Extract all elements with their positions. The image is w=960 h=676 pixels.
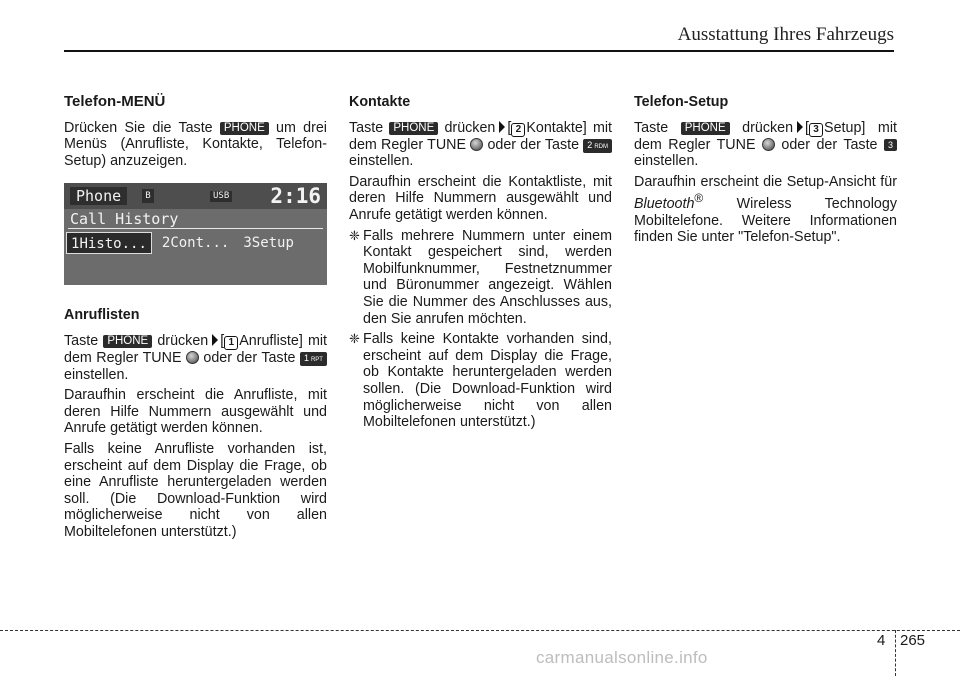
watermark: carmanualsonline.info [536,648,708,667]
note-mark-icon: ❈ [349,331,360,347]
instruction-paragraph: Taste PHONE drücken [ 1 Anrufliste] mit dem Regler TUNE oder der Taste 1 RPT einstellen. [64,332,327,383]
section-heading: Telefon-MENÜ [64,93,166,110]
column-kontakte [349,94,612,435]
display-tab-history: 1Histo... [66,232,152,254]
number-one-icon: 1 [224,336,238,350]
phone-key-label: PHONE [681,122,730,135]
rdm-key-label: 2 RDM [583,139,612,153]
display-title: Call History [70,210,179,229]
key-three-label: 3 [884,139,897,151]
phone-key-label: PHONE [220,122,269,135]
tune-knob-icon [186,351,199,364]
display-app-name: Phone [70,187,127,205]
note-mark-icon: ❈ [349,227,360,243]
section-heading: Telefon-Setup [634,94,729,110]
section-heading: Kontakte [349,94,411,110]
empty-list-paragraph: Falls keine Anrufliste vorhanden ist, erscheint auf dem Display die Frage, ob eine Anrufliste heruntergeladen werden soll. (Die Download-Funktion wird möglicherweise nicht von allen Mobiltelefonen unterstützt.) [64,440,327,540]
display-tab-contacts: 2Cont... [161,235,230,252]
bluetooth-icon: B [142,189,154,203]
number-three-icon: 3 [809,123,823,137]
intro-paragraph: Drücken Sie die Taste PHONE um drei Menüs (Anrufliste, Kontakte, Telefon-Setup) anzuzeigen. [64,119,327,169]
footer-dashed-rule [0,630,960,631]
usb-indicator: USB [210,191,232,202]
result-paragraph: Daraufhin erscheint die Anrufliste, mit deren Hilfe Nummern ausgewählt und Anrufe getätigt werden können. [64,387,327,437]
triangle-right-icon [499,121,505,133]
display-clock: 2:16 [270,184,321,209]
instruction-paragraph: Taste PHONE drücken [ 2 Kontakte] mit dem Regler TUNE oder der Taste 2 RDM einstellen. [349,119,612,170]
setup-paragraph: Daraufhin erscheint die Setup-Ansicht für Bluetooth® Wireless Technology Mobiltelefone. Weitere Informationen finden Sie unter "Telefon-Setup". [634,173,897,246]
column-telefon-menu [64,94,327,545]
tune-knob-icon [470,138,483,151]
running-header: Ausstattung Ihres Fahrzeugs [677,24,894,45]
note-item: ❈ Falls keine Kontakte vorhanden sind, erscheint auf dem Display die Frage, ob Kontakte heruntergeladen werden sollen. (Die Download-Funktion wird möglicherweise nicht von allen Mobiltelefonen unterstützt.) [349,331,612,431]
result-paragraph: Daraufhin erscheint die Kontaktliste, mit deren Hilfe Nummern ausgewählt und Anrufe getätigt werden können. [349,173,612,223]
page-number: 265 [900,632,926,649]
triangle-right-icon [212,334,218,346]
phone-display-screenshot [64,183,327,285]
column-telefon-setup [634,94,897,250]
phone-key-label: PHONE [103,335,152,348]
instruction-paragraph: Taste PHONE drücken [ 3 Setup] mit dem Regler TUNE oder der Taste 3 einstellen. [634,119,897,170]
display-tab-setup: 3Setup [243,235,294,252]
sub-heading-anruflisten: Anruflisten [64,307,140,324]
display-menu-tabs [66,232,325,254]
header-rule [64,50,894,52]
tune-knob-icon [762,138,775,151]
display-divider [68,228,323,229]
chapter-number: 4 [877,632,886,649]
triangle-right-icon [797,121,803,133]
phone-key-label: PHONE [389,122,438,135]
rpt-key-label: 1 RPT [300,352,327,366]
note-item: ❈ Falls mehrere Nummern unter einem Kontakt gespeichert sind, werden Mobilfunknummer, Festnetznummer und Büronummer angezeigt. Wählen Sie die Nummer des Anschlusses aus, den Sie anrufen möchten. [349,227,612,327]
footer-separator [895,630,896,676]
number-two-icon: 2 [511,123,525,137]
